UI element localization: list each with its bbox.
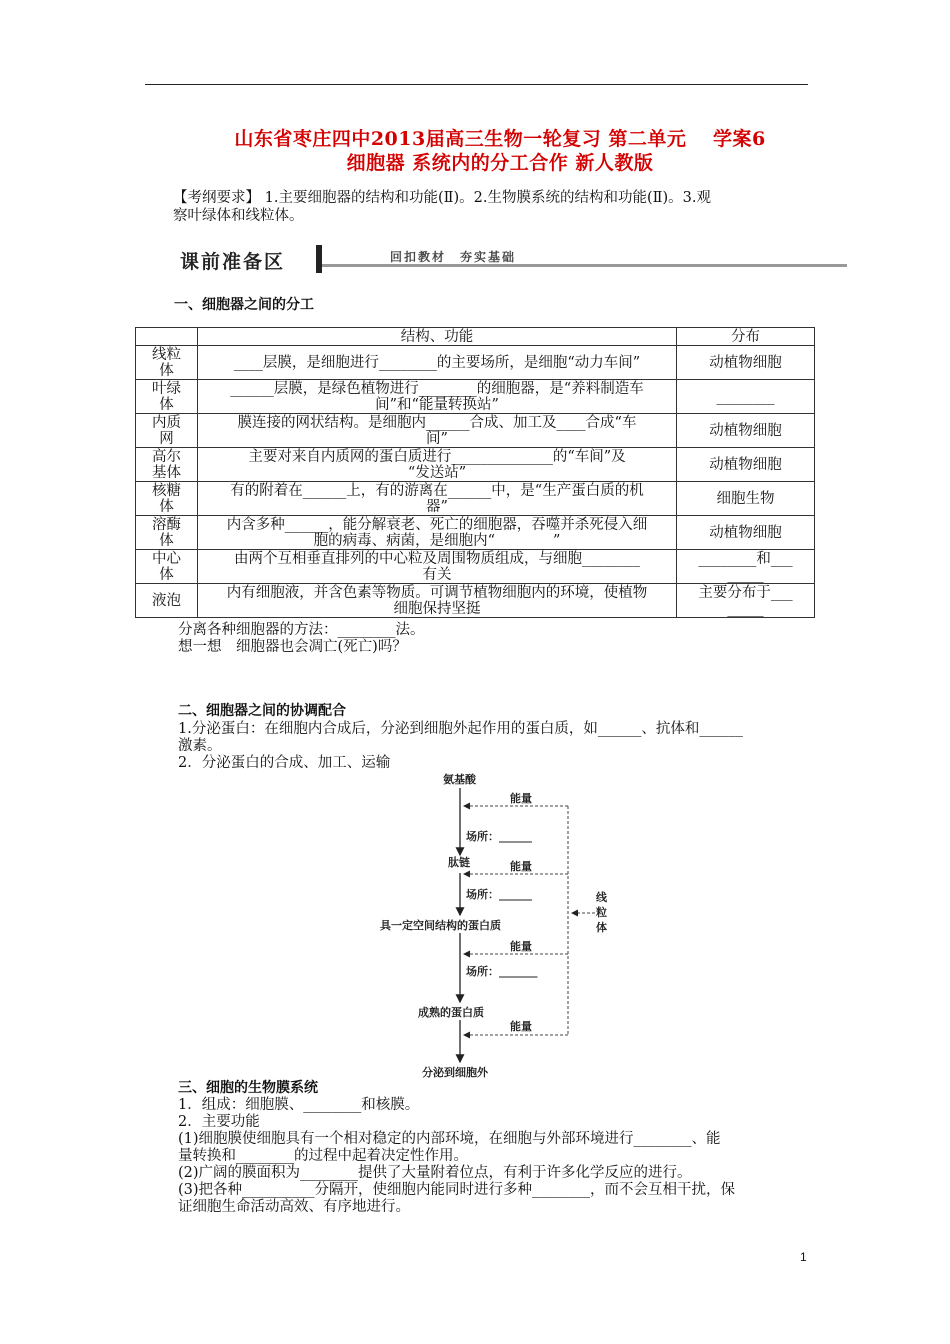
doc-title-line2: 细胞器 系统内的分工合作 新人教版: [346, 152, 654, 174]
separation-method: 分离各种细胞器的方法：________法。: [178, 622, 425, 638]
table-row: [136, 584, 815, 618]
requirements-line2: 察叶绿体和线粒体。: [173, 208, 304, 224]
flow-site3: 场所：_______: [466, 965, 538, 978]
flow-energy-label: 能量: [510, 1020, 532, 1033]
flow-site2: 场所：______: [466, 888, 532, 901]
section1-heading: 一、细胞器之间的分工: [174, 297, 314, 313]
flow-energy-label: 能量: [510, 860, 532, 873]
organelle-dist: 动植物细胞: [677, 448, 815, 482]
top-rule: [145, 84, 808, 85]
think-question: 想一想 细胞器也会凋亡(死亡)吗？: [178, 639, 407, 655]
organelle-desc: 内有细胞液，并含色素等物质。可调节植物细胞内的环境，使植物 细胞保持坚挺: [198, 584, 677, 618]
header-cell: 结构、功能: [198, 328, 677, 346]
organelle-dist: 动植物细胞: [677, 516, 815, 550]
flow-mito-char: 粒: [596, 906, 607, 919]
section3-line: (2)广阔的膜面积为________提供了大量附着位点，有利于许多化学反应的进行。: [178, 1165, 692, 1181]
section3-heading: 三、细胞的生物膜系统: [178, 1080, 318, 1096]
flow-mito-char: 线: [596, 891, 607, 904]
organelle-desc: 内含多种______，能分解衰老、死亡的细胞器，吞噬并杀死侵入细 胞的病毒、病菌，是细胞内“ ”: [198, 516, 677, 550]
flow-protein3d: 具一定空间结构的蛋白质: [380, 919, 501, 932]
table-row: [136, 346, 815, 380]
organelle-name: 线粒 体: [136, 346, 198, 380]
table-row: [136, 380, 815, 414]
organelle-dist: ________: [677, 380, 815, 414]
organelle-desc: 由两个互相垂直排列的中心粒及周围物质组成，与细胞________ 有关: [198, 550, 677, 584]
organelle-name: 中心 体: [136, 550, 198, 584]
table-row: [136, 516, 815, 550]
organelle-dist: 动植物细胞: [677, 346, 815, 380]
flow-amino-acid: 氨基酸: [443, 773, 476, 786]
organelle-dist: ________和___ _____: [677, 550, 815, 584]
banner-subtitle: 回扣教材 夯实基础: [390, 250, 517, 264]
page-number: 1: [800, 1250, 807, 1264]
table-header-row: [136, 328, 815, 346]
section3-line: 量转换和________的过程中起着决定性作用。: [178, 1148, 468, 1164]
flow-energy-label: 能量: [510, 792, 532, 805]
organelle-desc: ______层膜，是绿色植物进行________的细胞器，是“养料制造车 间”和“能量转换站”: [198, 380, 677, 414]
organelle-name: 内质 网: [136, 414, 198, 448]
table-row: [136, 550, 815, 584]
organelle-dist: 主要分布于___ _____: [677, 584, 815, 618]
secretion-flowchart: [360, 770, 620, 1080]
section3-line: (1)细胞膜使细胞具有一个相对稳定的内部环境，在细胞与外部环境进行________、能: [178, 1131, 721, 1147]
flow-peptide: 肽链: [448, 856, 470, 869]
doc-title-line1: 山东省枣庄四中2013届高三生物一轮复习 第二单元 学案6: [234, 128, 766, 150]
organelle-name: 液泡: [136, 584, 198, 618]
table-row: [136, 448, 815, 482]
section2-item2: 2．分泌蛋白的合成、加工、运输: [178, 755, 391, 771]
organelle-name: 高尔 基体: [136, 448, 198, 482]
flow-energy-label: 能量: [510, 940, 532, 953]
organelle-name: 叶绿 体: [136, 380, 198, 414]
flow-site1: 场所：______: [466, 830, 532, 843]
section3-line: (3)把各种__________分隔开，使细胞内能同时进行多种________，而不会互相干扰，保: [178, 1182, 736, 1198]
flow-mito-char: 体: [596, 921, 607, 934]
organelle-dist: 动植物细胞: [677, 414, 815, 448]
organelle-desc: 主要对来自内质网的蛋白质进行______________的“车间”及 “发送站”: [198, 448, 677, 482]
requirements-line1: 【考纲要求】 1.主要细胞器的结构和功能(Ⅱ)。2.生物膜系统的结构和功能(Ⅱ)。3.观: [173, 190, 711, 206]
organelle-name: 核糖 体: [136, 482, 198, 516]
section2-item1-line1: 1.分泌蛋白：在细胞内合成后，分泌到细胞外起作用的蛋白质，如______、抗体和______: [178, 721, 743, 737]
section3-line: 证细胞生命活动高效、有序地进行。: [178, 1199, 410, 1215]
flow-mature-protein: 成熟的蛋白质: [418, 1006, 484, 1019]
organelle-desc: ____层膜，是细胞进行________的主要场所，是细胞“动力车间”: [198, 346, 677, 380]
organelle-desc: 有的附着在______上，有的游离在______中，是“生产蛋白质的机 器”: [198, 482, 677, 516]
banner-bar: [316, 245, 322, 273]
organelle-desc: 膜连接的网状结构。是细胞内______合成、加工及____合成“车 间”: [198, 414, 677, 448]
banner-title: 课前准备区: [180, 251, 286, 273]
header-cell: 分布: [677, 328, 815, 346]
table-row: [136, 414, 815, 448]
section2-item1-line2: 激素。: [178, 738, 222, 754]
section3-line: 1．组成：细胞膜、________和核膜。: [178, 1097, 420, 1113]
organelle-dist: 细胞生物: [677, 482, 815, 516]
section3-line: 2．主要功能: [178, 1114, 260, 1130]
organelle-table: [135, 327, 815, 618]
flow-secrete: 分泌到细胞外: [422, 1066, 488, 1079]
section2-heading: 二、细胞器之间的协调配合: [178, 703, 346, 719]
organelle-name: 溶酶 体: [136, 516, 198, 550]
table-row: [136, 482, 815, 516]
header-cell: [136, 328, 198, 346]
